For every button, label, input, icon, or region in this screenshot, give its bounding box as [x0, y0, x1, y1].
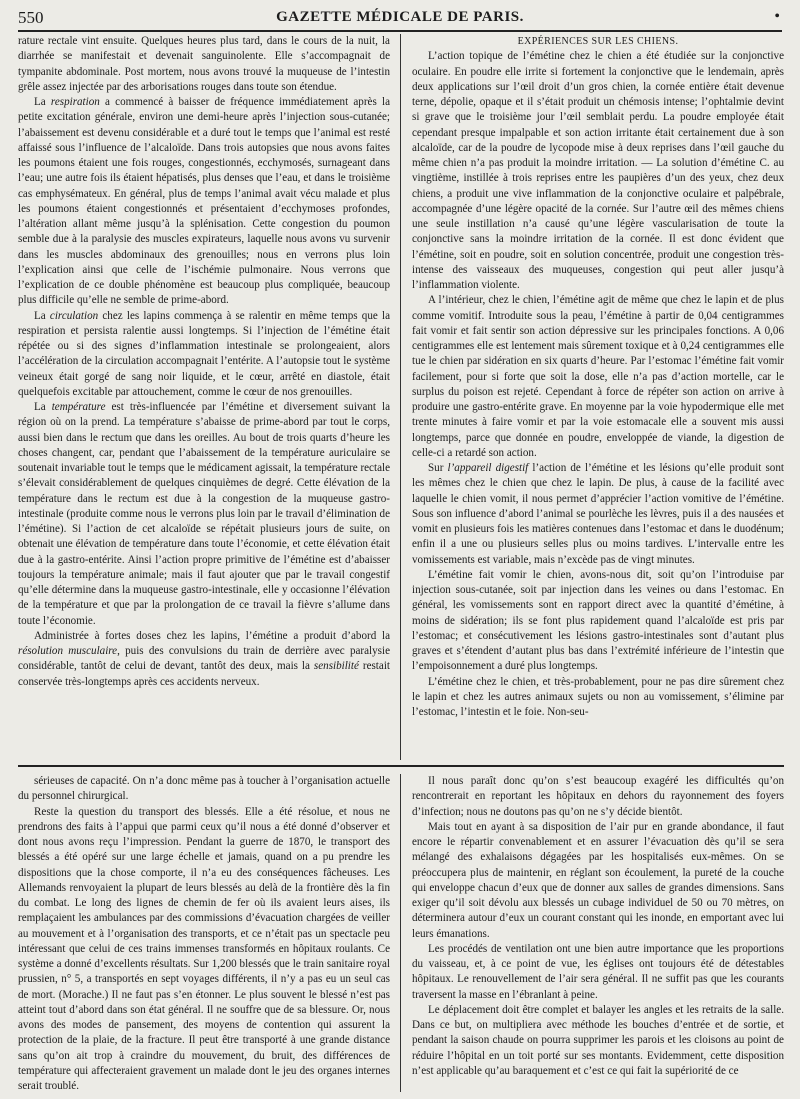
paragraph: Le déplacement doit être complet et balayer les angles et les retraits de la salle. Dans ce but, on multipliera avec méthode les bouches d’entrée et de sortie, et pendant la saison chaude on pourra supprimer les parois et les cloisons au point de réduire l’hôpital en un toit porté sur ses montants. Evidemment, cette disposition n’est applicable qu’au baraquement et c’est ce qui fait la supériorité de ce — [412, 1003, 784, 1077]
column-divider — [400, 34, 401, 760]
paragraph: Il nous paraît donc qu’on s’est beaucoup exagéré les difficultés qu’on rencontrerait en reportant les hôpitaux en dehors du rayonnement des foyers d’infection; nous ne doutons pas qu’on ne s’y décide bientôt. — [412, 775, 784, 818]
paragraph-doses: Administrée à fortes doses chez les lapins, l’émétine a produit d’abord la résolution musculaire, puis des convulsions du train de derrière avec paralysie considérable, tantôt de celui de devant, tantôt des deux, mais la sensibilité restait conservée très-longtemps après ces accidents nerveux. — [18, 629, 390, 688]
keyword: sensibilité — [313, 660, 359, 673]
paragraph: L’émétine fait vomir le chien, avons-nous dit, soit qu’on l’introduise par injection sous-cutanée, soit par injection dans les veines ou dans l’estomac. En général, les vomissements sont en rapport direct avec la quantité d’émétine, à moins de sidération; ils se font plus rapidement quand l’alcaloïde est pris par l’estomac; et consécutivement les lésions gastro-intestinales sont d’autant plus graves et s’étendent d’autant plus bas dans l’extrémité inférieure de l’intestin que l’empoisonnement a duré plus longtemps. — [412, 568, 784, 673]
page-header — [18, 8, 782, 32]
column-top-left — [18, 34, 390, 760]
paragraph-respiration: La respiration a commencé à baisser de fréquence immédiatement après la petite excitation générale, environ une demi-heure après l’injection sous-cutanée; l’abaissement est devenu considérable et a duré tout le temps que l’animal est resté affaissé sous l’influence de l’alcaloïde. Dans trois autopsies que nous avons faites les poumons étaient une fois rouges, congestionnés, ecchymosés, surnageant dans l’eau; une autre fois ils étaient hépatisés, plus denses que l’eau, et dans le troisième cas emphysémateux. En général, plus de temps l’animal avait vécu malade et plus les poumons étaient congestionnés et présentaient d’ecchymoses profondes, l’altération allant même jusqu’à la splénisation. Cette congestion du poumon semble due à la paralysie des muscles expirateurs, laquelle nous avons vu survenir dans les muscles abdominaux des grenouilles; nous en verrons plus loin l’explication ainsi que celle de l’ischémie pulmonaire. Nous verrons que l’explication de ce double phénomène est beaucoup plus compliquée, beaucoup plus difficile qu’elle ne semble de prime-abord. — [18, 96, 390, 307]
paragraph-temperature: La température est très-influencée par l’émétine et diversement suivant la région où on la prend. La température s’abaisse de prime-abord par tout le corps, aussi bien dans le rectum que dans les oreilles. Au bout de trois quarts d’heure les choses changent, car, pendant que l’abaissement de la température auriculaire se soutenait invariable tout le temps que le médicament agissait, la température rectale s’élevait considérablement de quelques cinquièmes de degré. Cette élévation de la température dans le rectum est due à la congestion de la muqueuse gastro-intestinale (produite comme nous le verrons plus loin par le travail d’élimination de l’émétine). Si l’action de cet alcaloïde se répétait plusieurs jours de suite, on obtenait une élévation de température dans toute l’économie, et cette élévation était due à la gastro-entérite. Ainsi l’action propre primitive de l’émétine est d’abaisser toujours la température animale; mais il faut ajouter que par le travail congestif qu’elle détermine dans la muqueuse gastro-intestinale, elle y occasionne l’élévation de la température et que par la prolongation de ce travail la fièvre s’allume dans toute l’économie. — [18, 401, 390, 627]
column-bottom-right — [412, 774, 784, 1092]
paragraph: Reste la question du transport des blessés. Elle a été résolue, et nous ne prendrons des faits à l’appui que parmi ceux qu’il nous a été donné d’observer et dont nous avons reçu l’impression. Pendant la guerre de 1870, le transport des blessés a été opéré sur une large échelle et jamais, quand on a pu prendre les dispositions que la chose comporte, il n’a eu des conséquences fâcheuses. Les Allemands renvoyaient la plupart de leurs blessés au delà de la frontière dès la fin du combat. Le long des lignes de chemin de fer où ils avaient leurs aises, ils remplaçaient les ambulances par des commissions d’évacuation chargées de veiller au mouvement et à l’organisation des transports, et ce n’était pas un spectacle peu intéressant que celui de ces trains immenses transformés en hôpitaux roulants. Ce système a donné d’excellents résultats. Sur 1,200 blessés que le train sanitaire royal prussien, n° 5, a transportés en sept voyages différents, il n’y a pas eu un seul cas de mort. (Morache.) Il ne faut pas s’en étonner. Le plus souvent le blessé n’est pas atteint tout d’abord dans son état général. Il ne souffre que de sa blessure. Or, nous avons des modes de pansement, des moyens de contention qui assurent la protection de la plaie, de la fracture. Il peut être transporté à une grande distance sans qu’on ait trop à craindre du mouvement, du bruit, des différences de température qui affecteraient gravement un malade dont le jeu des organes internes serait troublé. — [18, 805, 390, 1092]
column-top-right — [412, 34, 784, 760]
paragraph: rature rectale vint ensuite. Quelques heures plus tard, dans le cours de la nuit, la diarrhée se manifestait et devenait sanguinolente. Elle s’accompagnait de tympanite abdominale. Post mortem, nous avons trouvé la muqueuse de l’intestin grêle assez injectée par des arborisations rouges dans toute son étendue. — [18, 35, 390, 93]
paragraph: L’action topique de l’émétine chez le chien a été étudiée sur la conjonctive oculaire. En poudre elle irrite si fortement la conjonctive que le lendemain, après deux applications sur l’œil droit d’un gros chien, la cornée entière était devenue terne, dépolie, opaque et il s’était produit un chémosis intense; l’ophtalmie devint si grave que le troisième jour l’œil semblait perdu. La poudre employée était cependant presque impalpable et son action irritante était certainement due à son alcaloïde, car de la poudre de lycopode mise à deux reprises dans l’œil gauche du même chien n’a pas produit la moindre irritation. — La solution d’émétine C. au vingtième, instillée à trois reprises entre les paupières d’un des yeux, chez deux chiens, a produit une vive inflammation de la conjonctive oculaire et palpébrale, accompagnée d’une légère opacité de la cornée. Sur l’autre œil des mêmes chiens une seule instillation n’a causé qu’une légère vascularisation de toute la conjonctive sans la moindre irritation de la cornée. Il est donc évident que l’émétine, soit en poudre, soit en solution concentrée, produit une congestion très-intense des vaisseaux des muqueuses, congestion qui peut aller jusqu’à l’inflammation violente. — [412, 50, 784, 291]
keyword: température — [51, 401, 106, 413]
paragraph-digestif: Sur l’appareil digestif l’action de l’émétine et les lésions qu’elle produit sont les mêmes chez le chien que chez le lapin. De plus, à cause de la facilité avec laquelle le chien vomit, il nous permet d’apprécier l’action vomitive de l’émétine. Sous son influence d’abord l’animal se pourlèche les lèvres, puis il a des nausées et vomit en plusieurs fois les matières contenues dans l’estomac et dans le duodénum; enfin il a une ou plusieurs selles plus ou moins tardives. L’intervalle entre les vomissements est variable, mais n’excède pas de vingt minutes. — [412, 462, 784, 566]
column-divider — [400, 774, 401, 1092]
keyword: circulation — [49, 309, 99, 322]
keyword: l’appareil digestif — [447, 462, 529, 474]
paragraph: A l’intérieur, chez le chien, l’émétine agit de même que chez le lapin et de plus comme vomitif. Introduite sous la peau, l’émétine à partir de 0,04 centigrammes fait vomir et fait sentir son action dépressive sur les principales fonctions. A 0,06 centigrammes elle est lentement mais sûrement toxique et à 0,24 centigrammes elle tue le chien par sidération en six quarts d’heure. Par l’estomac l’émétine fait vomir facilement, pour si forte que soit la dose, elle n’a pas d’action mortelle, car le surplus du poison est rejeté. Cependant à force de répéter son action on arrive à produire une gastro-entérite grave. En moyenne par la voie hypodermique elle met trente minutes à faire vomir et par la voie estomacale elle a souvent mis aussi longtemps, parce que donnée en poudre, enveloppée de viande, la digestion de celle-ci a retardé son action. — [412, 294, 784, 459]
section-title: EXPÉRIENCES SUR LES CHIENS. — [517, 36, 679, 47]
keyword: respiration — [50, 96, 100, 108]
paragraph: sérieuses de capacité. On n’a donc même pas à toucher à l’organisation actuelle du personnel chirurgical. — [18, 775, 390, 803]
paragraph-circulation: La circulation chez les lapins commença à se ralentir en même temps que la respiration et persista ralentie aussi longtemps. Si l’injection de l’émétine était répétée ou si des signes d’inflammation intestinale se prolongeaient, alors l’accélération de la circulation accompagnait l’entérite. A l’autopsie tout le système veineux était gorgé de sang noir liquide, et le cœur, arrêté en diastole, était quelquefois excitable par attouchement, comme le cœur de nos grenouilles. — [18, 309, 390, 398]
journal-title: GAZETTE MÉDICALE DE PARIS. — [276, 9, 524, 25]
page-number: 550 — [18, 8, 44, 27]
paragraph: L’émétine chez le chien, et très-probablement, pour ne pas dire sûrement chez le lapin et chez les autres animaux sujets ou non au vomissement, s’élimine par l’estomac, l’intestin et le foie. Non-seu- — [412, 675, 784, 718]
paragraph: Mais tout en ayant à sa disposition de l’air pur en grande abondance, il faut encore le répartir convenablement et en assurer l’évacuation dès qu’il se sera mélangé des exhalaisons dégagées par les hospitalisés eux-mêmes. On se préoccupera plus de maintenir, en réglant son écoulement, la pureté de la couche qui enveloppe chacun d’eux que de donner aux salles de grandes dimensions. Sans exiger qu’il soit dévolu aux blessés un cubage individuel de 50 ou 70 mètres, on déterminera autour d’eux un courant constant qui les inonde, en emportant avec lui leurs émanations. — [412, 820, 784, 940]
keyword: résolution musculaire — [18, 645, 118, 657]
paragraph: Les procédés de ventilation ont une bien autre importance que les proportions du vaisseau, et, à ce point de vue, les églises ont toujours été de détestables hôpitaux. Le renouvellement de l’air sera général. Il ne suffit pas que les courants traversent la masse en l’ébranlant à peine. — [412, 942, 784, 1001]
section-divider — [18, 765, 784, 767]
column-bottom-left — [18, 774, 390, 1092]
header-mark: • — [774, 8, 780, 25]
